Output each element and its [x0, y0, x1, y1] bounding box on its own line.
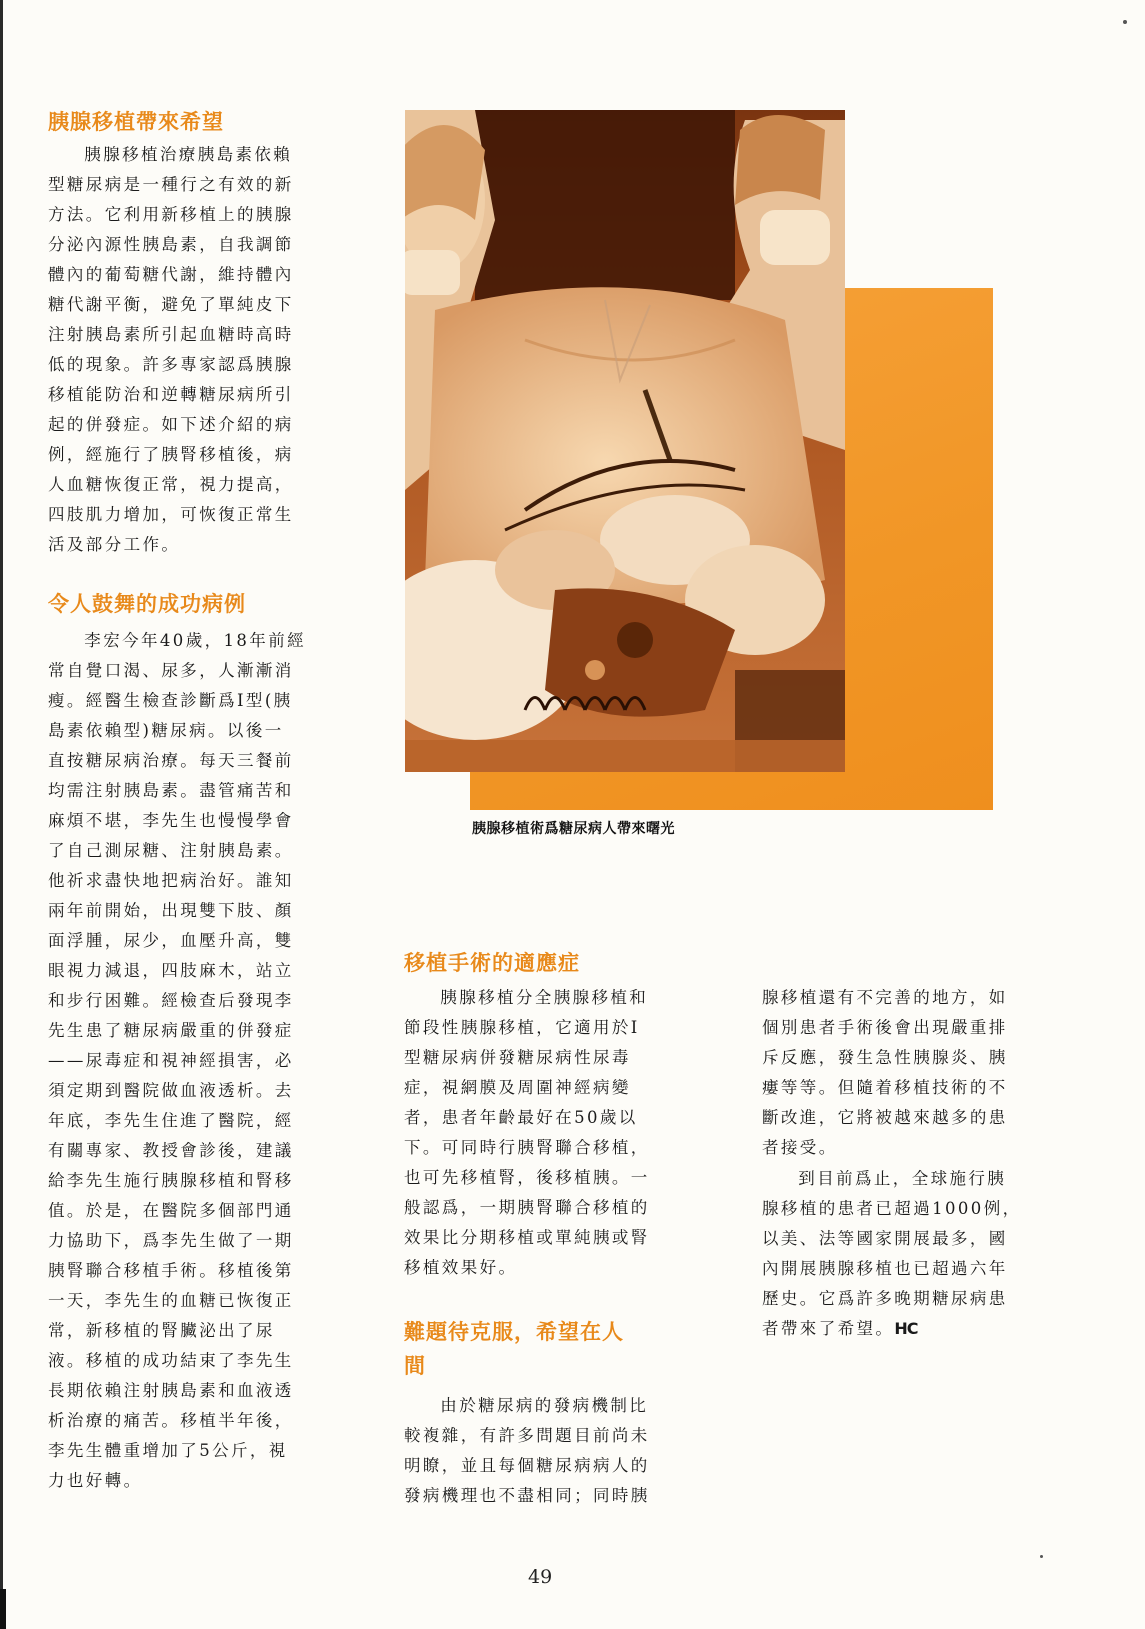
text-line	[762, 1314, 1042, 1344]
text-line: 到目前爲止，全球施行胰	[798, 1169, 1007, 1188]
scan-speck	[1123, 20, 1127, 24]
text-line: ——尿毒症和視神經損害，必	[48, 1051, 294, 1070]
scan-edge-mark	[0, 1589, 6, 1629]
text-line: 他祈求盡快地把病治好。誰知	[48, 871, 294, 890]
text-line: 注射胰島素所引起血糖時高時	[48, 325, 294, 344]
text-line: 內開展胰腺移植也已超過六年	[762, 1259, 1008, 1278]
text-line: 歷史。它爲許多晚期糖尿病患	[762, 1289, 1008, 1308]
text-line: 胰腺移植分全胰腺移植和	[440, 988, 649, 1007]
text-line: 斷改進，它將被越來越多的患	[762, 1108, 1008, 1127]
text-line: 瘦。經醫生檢查診斷爲I型(胰	[48, 691, 293, 710]
text-line: 移植效果好。	[404, 1258, 518, 1277]
text-line: 斥反應，發生急性胰腺炎、胰	[762, 1048, 1008, 1067]
paragraph-conclusion	[762, 1164, 1042, 1344]
text-line: 活及部分工作。	[48, 535, 181, 554]
heading-transplant-hope: 胰腺移植帶來希望	[48, 110, 224, 134]
heading-success-case: 令人鼓舞的成功病例	[48, 592, 246, 616]
text-line: 以美、法等國家開展最多，國	[762, 1229, 1008, 1248]
text-line: 長期依賴注射胰島素和血液透	[48, 1381, 294, 1400]
text-line: 均需注射胰島素。盡管痛苦和	[48, 781, 294, 800]
text-line: 也可先移植腎，後移植胰。一	[404, 1168, 650, 1187]
text-line: 發病機理也不盡相同；同時胰	[404, 1486, 650, 1505]
text-line: 下。可同時行胰腎聯合移植，	[404, 1138, 650, 1157]
text-line: 須定期到醫院做血液透析。去	[48, 1081, 294, 1100]
text-fragment: 者帶來了希望。	[762, 1319, 895, 1338]
text-line: 人血糖恢復正常，視力提高，	[48, 475, 294, 494]
text-line: 腺移植還有不完善的地方，如	[762, 988, 1008, 1007]
surgery-photo-illustration	[405, 110, 845, 772]
text-line: 液。移植的成功結束了李先生	[48, 1351, 294, 1370]
heading-challenges	[404, 1315, 694, 1383]
surgery-photo	[405, 110, 845, 772]
text-line: 糖代謝平衡，避免了單純皮下	[48, 295, 294, 314]
text-line: 較複雜，有許多問題目前尚未	[404, 1426, 650, 1445]
paragraph-success-case	[48, 626, 326, 1496]
heading-line: 難題待克服，希望在人	[404, 1320, 624, 1344]
paragraph-challenges	[404, 1391, 674, 1511]
end-mark-logo: HC	[894, 1319, 918, 1338]
text-line: 低的現象。許多專家認爲胰腺	[48, 355, 294, 374]
text-line: 由於糖尿病的發病機制比	[440, 1396, 649, 1415]
text-line: 兩年前開始，出現雙下肢、顏	[48, 901, 294, 920]
text-line: 先生患了糖尿病嚴重的併發症	[48, 1021, 294, 1040]
text-line: 析治療的痛苦。移植半年後，	[48, 1411, 294, 1430]
text-line: 常自覺口渴、尿多，人漸漸消	[48, 661, 294, 680]
text-line: 島素依賴型)糖尿病。以後一	[48, 721, 284, 740]
text-line: 胰腺移植治療胰島素依賴	[84, 145, 293, 164]
text-line: 效果比分期移植或單純胰或腎	[404, 1228, 650, 1247]
text-line: 症，視網膜及周圍神經病變	[404, 1078, 631, 1097]
text-line: 瘻等等。但隨着移植技術的不	[762, 1078, 1008, 1097]
text-line: 明瞭，並且每個糖尿病病人的	[404, 1456, 650, 1475]
text-line: 力也好轉。	[48, 1471, 143, 1490]
text-line: 常，新移植的腎臟泌出了尿	[48, 1321, 275, 1340]
text-line: 移植能防治和逆轉糖尿病所引	[48, 385, 294, 404]
photo-caption: 胰腺移植術爲糖尿病人帶來曙光	[472, 821, 675, 837]
text-line: 節段性胰腺移植，它適用於I	[404, 1018, 640, 1037]
text-line: 和步行困難。經檢查后發現李	[48, 991, 294, 1010]
text-line: 者接受。	[762, 1138, 838, 1157]
scan-edge	[0, 0, 3, 1629]
paragraph-transplant-hope	[48, 140, 326, 560]
text-line: 力協助下，爲李先生做了一期	[48, 1231, 294, 1250]
text-line: 體內的葡萄糖代謝，維持體內	[48, 265, 294, 284]
text-line: 四肢肌力增加，可恢復正常生	[48, 505, 294, 524]
text-line: 給李先生施行胰腺移植和腎移	[48, 1171, 294, 1190]
text-line: 方法。它利用新移植上的胰腺	[48, 205, 294, 224]
text-line: 個別患者手術後會出現嚴重排	[762, 1018, 1008, 1037]
text-line: 型糖尿病併發糖尿病性尿毒	[404, 1048, 631, 1067]
text-line: 胰腎聯合移植手術。移植後第	[48, 1261, 294, 1280]
text-line: 一天，李先生的血糖已恢復正	[48, 1291, 294, 1310]
text-line: 者，患者年齡最好在50歲以	[404, 1108, 638, 1127]
paragraph-continuation	[762, 983, 1042, 1163]
heading-line: 間	[404, 1354, 426, 1378]
text-line: 直按糖尿病治療。每天三餐前	[48, 751, 294, 770]
page-number: 49	[528, 1566, 553, 1588]
text-line: 分泌內源性胰島素，自我調節	[48, 235, 294, 254]
text-line: 了自己測尿糖、注射胰島素。	[48, 841, 294, 860]
text-line: 年底，李先生住進了醫院，經	[48, 1111, 294, 1130]
text-line: 面浮腫，尿少，血壓升高，雙	[48, 931, 294, 950]
text-line: 李先生體重增加了5公斤，視	[48, 1441, 288, 1460]
text-line: 值。於是，在醫院多個部門通	[48, 1201, 294, 1220]
text-line: 麻煩不堪，李先生也慢慢學會	[48, 811, 294, 830]
text-line: 腺移植的患者已超過1000例，	[762, 1199, 1022, 1218]
text-line: 型糖尿病是一種行之有效的新	[48, 175, 294, 194]
text-line: 有關專家、教授會診後，建議	[48, 1141, 294, 1160]
text-line: 例，經施行了胰腎移植後，病	[48, 445, 294, 464]
heading-indications: 移植手術的適應症	[404, 951, 580, 975]
text-line: 起的併發症。如下述介紹的病	[48, 415, 294, 434]
text-line: 般認爲，一期胰腎聯合移植的	[404, 1198, 650, 1217]
paragraph-indications	[404, 983, 674, 1283]
text-line: 李宏今年40歲，18年前經	[84, 631, 306, 650]
scan-speck	[1040, 1555, 1043, 1558]
text-line: 眼視力減退，四肢麻木，站立	[48, 961, 294, 980]
